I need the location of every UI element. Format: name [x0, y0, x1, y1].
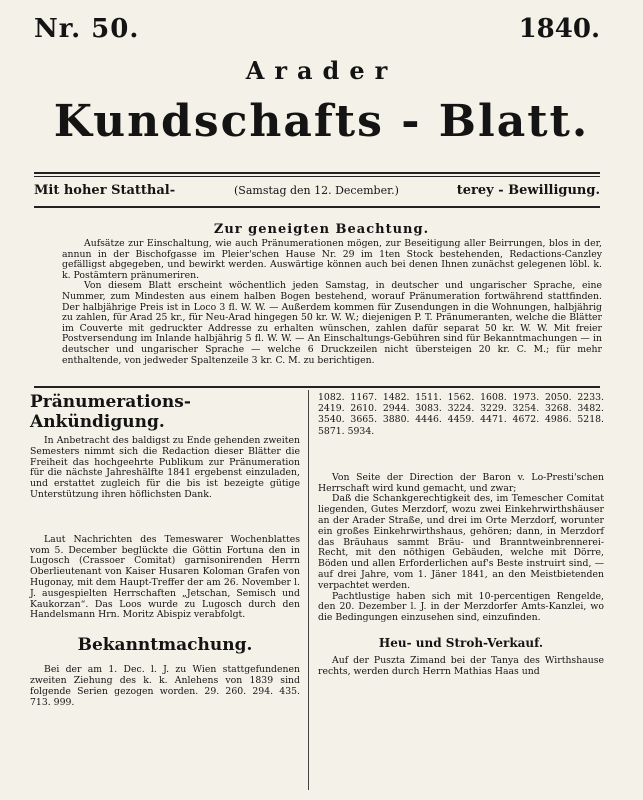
pacht-text: Pachtlustige haben sich mit 10-percentigen Rengelde, den 20. Dezember l. J. in der Merzdorfer Amts-Kanzlei, wo die Bedingungen einzusehen sind, einzufinden. — [318, 590, 604, 624]
left-column — [30, 392, 300, 708]
masthead-rule-top-thin — [34, 176, 600, 177]
masthead-rule-top — [34, 172, 600, 174]
direction-text: Von Seite der Direction der Baron v. Lo-Presti'schen Herrschaft wird kund gemacht, und zwar; — [318, 471, 604, 494]
masthead-top — [34, 14, 600, 50]
heu-stroh-heading: Heu- und Stroh-Verkauf. — [378, 635, 544, 650]
right-column — [318, 392, 604, 678]
subtitle-bar — [34, 183, 600, 203]
praenumeration-text: In Anbetracht des baldigst zu Ende gehenden zweiten Semesters nimmt sich die Redaction dieser Blätter die Freiheit das hochgeehrte Publikum zur Pränumeration für die nächste Jahreshälfte 1841 ergebenst einzuladen, und erstattet zugleich für die bis ist bezeigte gütige Unterstützung ihren höflichsten Dank. — [30, 435, 300, 500]
title-line-2: Kundschafts - Blatt. — [53, 96, 590, 147]
masthead-rule-bottom — [34, 206, 600, 208]
subtitle-date: (Samstag den 12. December.) — [234, 184, 399, 197]
notice-paragraph-2: Von diesem Blatt erscheint wöchentlich jeden Samstag, in deutscher und ungarischer Sprache, eine Nummer, zum Mindesten aus einem halben Bogen bestehend, worauf Pränumeration fortwährend stattfinden. Der halbjährige Preis ist in Loco 3 fl. W. W. — Außerdem kommen für Zusendungen in die Wohnungen, halbjährig zu zahlen, für Arad 25 kr., für Neu-Arad hingegen 50 kr. W. W.; diejenigen P. T. Pränumeranten, welche die Blätter im Couverte mit gedruckter Addresse zu erhalten wünschen, zahlen dafür separat 50 kr. W. W. Mit freier Postversendung im Inlande halbjährig 5 fl. W. W. — An Einschaltungs-Gebühren sind für Bekanntmachungen — in deutscher und ungarischer Sprache — welche 6 Druckzeilen nicht übersteigen 20 kr. C. M.; für mehr enthaltende, von jedweder Spaltenzeile 3 kr. C. M. zu berichtigen. — [62, 280, 602, 366]
notice-paragraph-1: Aufsätze zur Einschaltung, wie auch Pränumerationen mögen, zur Beseitigung aller Beirrungen, blos in der, annun in der Bischofgasse im Pleier'schen Hause Nr. 29 im 1ten Stock bestehenden, Redactions-Canzley gefälligst abgegeben, und bewirkt werden. Auswärtige können auch bei denen Ihnen zunächst gelegenen löbl. k. k. Postämtern pränumeriren. — [62, 238, 602, 281]
bekanntmachung-text: Bei der am 1. Dec. l. J. zu Wien stattgefundenen zweiten Ziehung des k. k. Anlehens von 1839 sind folgende Serien gezogen worden. 29. 260. 294. 435. 713. 999. — [30, 664, 300, 708]
praenumeration-heading: Pränumerations-Ankündigung. — [30, 392, 191, 432]
column-divider — [308, 390, 309, 790]
notice-body — [62, 239, 602, 366]
bekanntmachung-heading: Bekanntmachung. — [77, 635, 253, 656]
section-rule — [34, 386, 600, 388]
heu-stroh-text: Auf der Puszta Zimand bei der Tanya des Wirthshause rechts, werden durch Herrn Mathias Haas und — [318, 654, 604, 677]
title-line-1: Arader — [245, 56, 398, 85]
issue-year: 1840. — [518, 14, 600, 44]
schank-text: Daß die Schankgerechtigkeit des, im Temescher Comitat liegenden, Gutes Merzdorf, wozu zwei Einkehrwirthshäuser an der Arader Straße, und drei im Orte Merzdorf, worunter ein großes Einkehrwirthshaus, gehören; dann, in Merzdorf das Bräuhaus sammt Bräu- und Branntweinbrennerei-Recht, mit den nöthigen Gebäuden, welche mit Dörre, Böden und allen Erforderlichen auf's Beste instruirt sind, — auf drei Jahre, vom 1. Jäner 1841, an den Meistbietenden verpachtet werden. — [318, 493, 604, 591]
subtitle-right: terey - Bewilligung. — [456, 183, 600, 198]
subtitle-left: Mit hoher Statthal- — [34, 183, 176, 198]
series-numbers: 1082. 1167. 1482. 1511. 1562. 1608. 1973. 2050. 2233. 2419. 2610. 2944. 3083. 3224. 3229. 3254. 3268. 3482. 3540. 3665. 3880. 4446. 4459. 4471. 4672. 4986. 5218. 5871. 5934. — [318, 392, 604, 437]
notice-heading: Zur geneigten Beachtung. — [213, 222, 430, 237]
issue-number: Nr. 50. — [34, 14, 140, 44]
lottery-news-text: Laut Nachrichten des Temeswarer Wochenblattes vom 5. December beglückte die Göttin Fortuna den in Lugosch (Crassoer Comitat) garnisonirenden Herrn Oberlieutenant von Kaiser Husaren Koloman Grafen von Hugonay, mit dem Haupt-Treffer der am 26. November l. J. ausgespielten Herrschaften „Jetschan, Semisch und Kaukorzan“. Das Loos wurde zu Lugosch durch den Handelsmann Hrn. Moritz Abispiz verabfolgt. — [30, 533, 300, 621]
